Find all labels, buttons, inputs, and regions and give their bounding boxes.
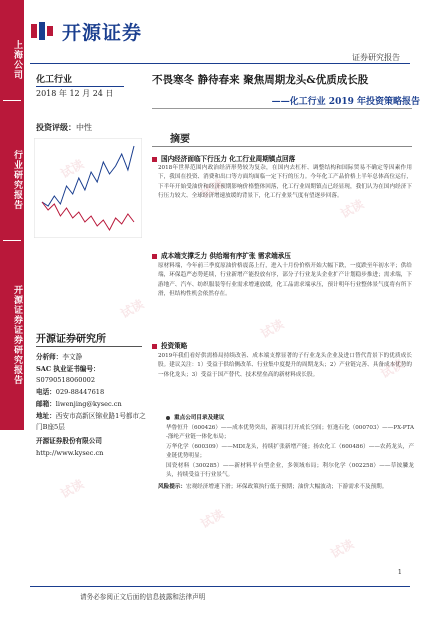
rating-label: 投资评级： <box>36 122 76 132</box>
side-label-company: 上海公司 <box>12 40 22 80</box>
contact-company: 开源证券股份有限公司 <box>36 437 102 445</box>
stock-item: 国瓷材料（300285）——新材料平台型企业，多领域布局；利尔化学（002258）——草铵膦龙头，持续受益于行业景气。 <box>166 463 414 479</box>
watermark-text: 试读 <box>378 356 407 381</box>
page-number: 1 <box>397 568 402 576</box>
watermark-text: 试读 <box>58 476 87 501</box>
stock-item: 万华化学（600309）——MDI龙头，持续扩张新增产能；扬农化工（600486）——农药龙头，产业链优势明显； <box>166 444 414 460</box>
side-label-report: 开源证券证券研究报告 <box>12 285 22 385</box>
side-band <box>0 0 24 430</box>
chart-series-line-0 <box>42 146 134 206</box>
risk-text: 宏观经济增速下滑；环保政策执行低于预期；油价大幅波动；下游需求不及预期。 <box>185 484 388 490</box>
square-bullet-icon <box>152 344 157 349</box>
brand-mark-icon <box>30 20 58 42</box>
contact-phone: 电话：029-88447618 <box>36 388 105 396</box>
watermark-text: 试读 <box>58 156 87 181</box>
rating-value: 中性 <box>76 123 92 132</box>
institute-name: 开源证券研究所 <box>36 334 106 345</box>
square-bullet-icon <box>152 157 157 162</box>
abstract-heading: 摘要 <box>170 134 190 145</box>
side-label-industry: 行业研究报告 <box>12 150 22 210</box>
report-type: 证券研究报告 <box>352 53 400 62</box>
risk-note <box>158 483 412 492</box>
bullet-icon <box>166 416 170 420</box>
report-date: 2018 年 12 月 24 日 <box>36 89 114 98</box>
square-bullet-icon <box>152 254 157 259</box>
institute-rule <box>36 346 142 347</box>
chart-frame <box>34 138 142 238</box>
footer-rule <box>30 586 410 587</box>
section-heading: 国内经济面临下行压力 化工行业周期镇点回落 <box>152 153 295 163</box>
watermark-text: 试读 <box>338 196 367 221</box>
side-divider <box>3 100 21 101</box>
contact-address: 地址：西安市高新区锦业路1号都市之门B座5层 <box>36 412 146 431</box>
section-text: 原材料端，今年前三季度原油价格震荡上行，进入十月份价格开始大幅下跌，一度跌至年初水平；供给端，环保趋严态势延续，行业新增产能投放有序，部分子行业龙头企业扩产计划稳步推进；需求端，下游地产、汽车、纺织服装等行业需求增速放缓，化工品需求端承压，预计明年行业整体景气度将有所下滑，但结构性机会依然存在。 <box>158 263 412 297</box>
report-title: 不畏寒冬 静待春来 聚焦周期龙头&优质成长股 <box>152 74 369 86</box>
watermark-text: 试读 <box>118 296 147 321</box>
contact-analyst: 分析师：李文静 <box>36 353 83 361</box>
title-rule <box>152 108 412 109</box>
footer-disclaimer: 请务必参阅正文后面的信息披露和法律声明 <box>80 593 206 601</box>
stock-item: 华鲁恒升（600426）——成本优势突出，新项目打开成长空间；恒逸石化（000703）——PX-PTA-涤纶产业链一体化布局； <box>166 425 414 441</box>
chart-series-group <box>42 146 134 230</box>
contact-website[interactable]: http://www.kysec.cn <box>36 449 104 457</box>
contact-sac: SAC 执业证书编号： <box>36 365 100 373</box>
stocks-heading: 重点公司目录及建议 <box>166 414 414 423</box>
brand-logo <box>30 18 150 44</box>
watermark-text: 试读 <box>198 176 227 201</box>
section-heading: 成本端支撑乏力 供给端有序扩张 需求端承压 <box>152 250 291 260</box>
watermark-text: 试读 <box>258 316 287 341</box>
section-heading: 投资策略 <box>152 340 187 350</box>
watermark-text: 试读 <box>198 506 227 531</box>
risk-label: 风险提示： <box>158 484 186 490</box>
header-rule <box>30 63 410 64</box>
rating <box>36 122 92 133</box>
watermark-text: 试读 <box>328 536 357 561</box>
report-subtitle: ——化工行业 2019 年投资策略报告 <box>271 97 420 107</box>
chart-series-line-1 <box>42 202 134 230</box>
abstract-rule <box>152 146 412 147</box>
contact-email[interactable]: 邮箱：liwenjing@kysec.cn <box>36 400 122 408</box>
section-text: 2018年世界范围内政治经济形势较为复杂，在国内去杠杆、调整结构和国际贸易不确定等因素作用下，我国在投资、消费和出口等方面均面临一定下行的压力。今年化工产品价格上半年总体高位运行，下半年开始受油价和经济预期影响价格整体回落，化工行业周期镇点已经显现，我们认为在国内经济下行压力较大、全球经济增速放缓的背景下，化工行业景气度有望逐步回落。 <box>158 165 412 199</box>
side-divider <box>3 240 21 241</box>
industry-label: 化工行业 <box>36 72 124 87</box>
performance-chart <box>34 138 142 238</box>
contact-sac-number: S0790518060002 <box>36 376 96 384</box>
brand-name: 开源证券 <box>62 22 143 44</box>
section-text: 2019年我们看好供需格局持续改善、成本端支撑显著的子行业龙头企业及进口替代背景下的优质成长股。建议关注：1）受益于供给侧改革、行业集中度提升的周期龙头；2）产业链完善、具备成本优势的一体化龙头；3）受益于国产替代、技术壁垒高的新材料成长股。 <box>158 353 412 378</box>
